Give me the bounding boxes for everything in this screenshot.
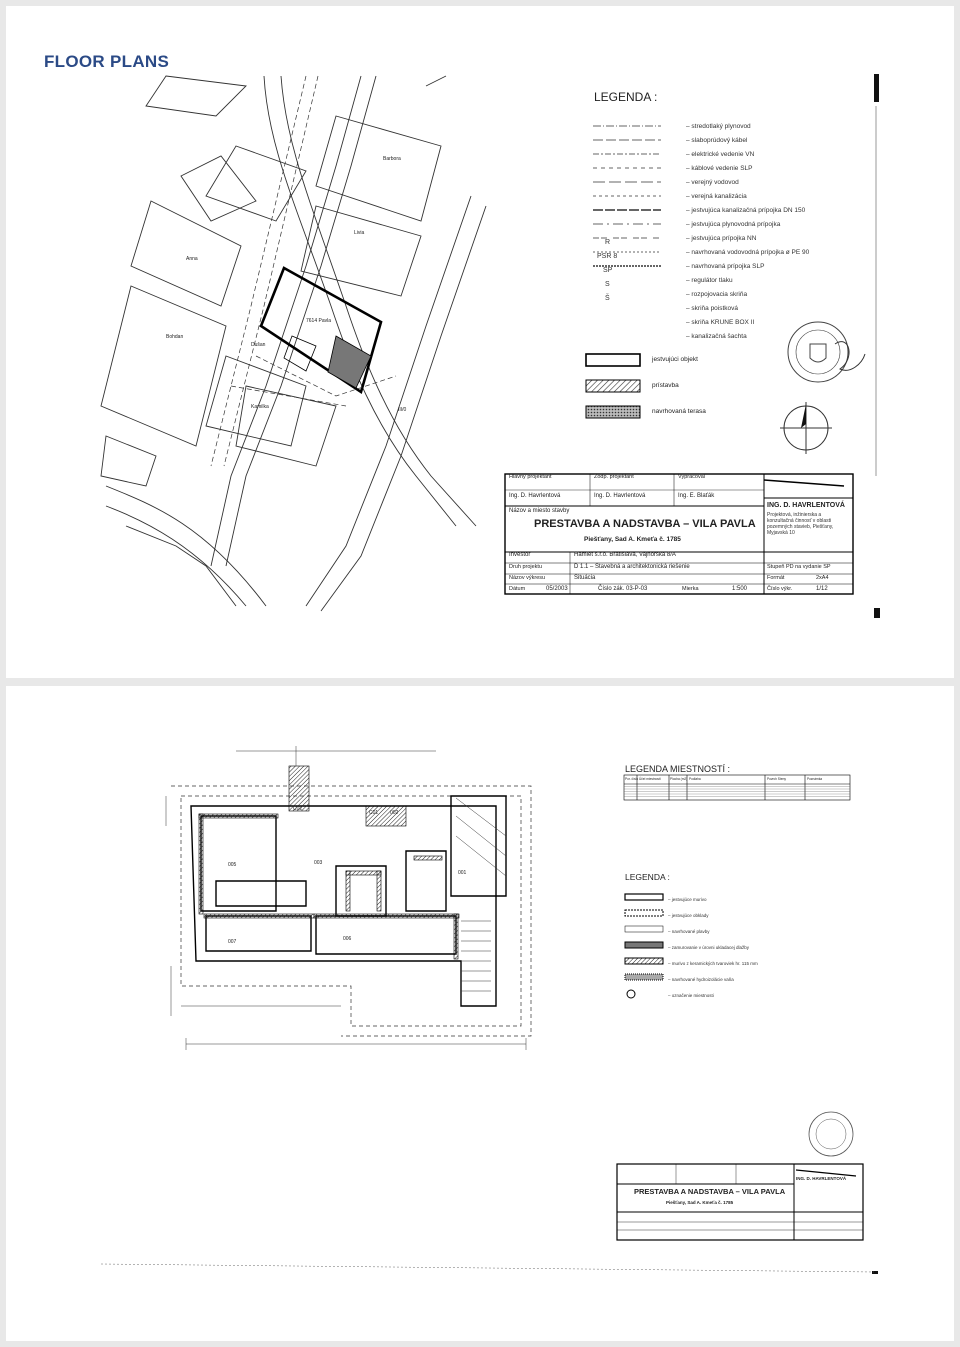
rooms-header-no: Por. číslo [625,777,639,781]
tb-sheet: 1/12 [816,586,828,592]
tb-stage: Stupeň PD na vydanie SP [767,564,831,570]
legend-item: – jestvujúca prípojka NN [686,235,757,242]
legend2-item: – murivo z keramických tvaroviek hr. 115 mm [668,961,758,966]
rooms-table [623,774,853,804]
label-livia: Livia [354,230,365,236]
tb2-address: Piešťany, Sad A. Kmeťa č. 1785 [666,1200,734,1205]
legend-symbol: PSR 8 [597,253,618,260]
legend2-item: – navrhované plavby [668,929,710,934]
room-007: 007 [228,939,237,945]
legend-item: – kanalizačná šachta [686,333,747,340]
rooms-header-area: Plocha (m2) [670,777,688,781]
tb-investor: Hamlet s.r.o. Bratislava, Vajnorská 8/A [574,552,676,558]
legend2-item: – jestvujúce obklady [668,913,709,918]
legend2-title: LEGENDA : [625,872,670,882]
legend-item: – skriňa poistková [686,305,739,312]
tb-label-head: Hlavný projektant [509,474,552,480]
room-c01: C01 [369,810,379,816]
legend-item: – slaboprúdový kábel [686,137,748,144]
label-bohdan: Bohdan [166,334,184,340]
label-dusan: Dušan [251,342,266,348]
tb-drawing: Situácia [574,575,596,581]
sheet-floor-plan [6,686,954,1341]
legend-symbol: Š [605,295,610,302]
title-block-2-frame [616,1162,866,1242]
legend-item: – jestvujúca kanalizačná prípojka DN 150 [686,207,806,214]
room-006: 006 [343,936,352,942]
legend-item: – káblové vedenie SLP [686,165,753,172]
legend2-item: – jestvujúce murivo [668,897,707,902]
legend-item: – skriňa KRUNE BOX II [686,319,755,326]
tb-docs: D 1.1 – Stavebná a architektonická riešenie [574,564,690,570]
legend-title: LEGENDA : [594,90,658,104]
legend-item: – verejný vodovod [686,179,739,186]
tb-format-label: Formát [767,575,785,581]
legend-item: – elektrické vedenie VN [686,151,755,158]
tb-value-head: Ing. D. Havrlentová [509,493,561,499]
tb-number: Číslo zák. 03-P-03 [598,586,648,592]
tb-label-drawn: Vypracoval [678,474,706,480]
legend-item: – jestvujúca plynovodná prípojka [686,221,781,228]
label-anna: Anna [186,256,198,262]
legend-symbols [591,236,617,306]
label-kamilka: Kamilka [251,404,269,410]
tb-date: 05/2003 [546,586,568,592]
tb-name-label: Názov a miesto stavby [509,508,570,514]
tb-investor-label: Investor [509,552,531,558]
official-stamp [780,314,870,394]
legend-symbol: SP [603,267,613,274]
tb-date-label: Dátum [509,586,526,592]
sheet-situation [6,6,954,678]
legend-item: – stredotlaký plynovod [686,123,751,130]
rooms-header-floor: Podlaha [689,777,701,781]
label-road: III/0 [398,407,407,413]
tb-docs-label: Druh projektu [509,564,543,570]
rooms-header-walls: Povrch Steny [767,777,786,781]
legend-item: – navrhovaná vodovodná prípojka ø PE 90 [686,249,810,256]
tb-project-name: PRESTAVBA A NADSTAVBA – VILA PAVLA [534,518,756,530]
legend2-item: – zamurovanie v úrovni ukladacej dlažby [668,945,750,950]
tb2-project-name: PRESTAVBA A NADSTAVBA – VILA PAVLA [634,1187,786,1196]
hatch-label-terrace: navrhovaná terasa [652,408,706,415]
room-005: 005 [228,862,237,868]
tb-scale-label: Mierka [682,586,699,592]
tb-sheet-label: Číslo výkr. [767,586,793,592]
legend2-item: – navrhované hydroizolácie vaňa [668,977,734,982]
room-002: 002 [390,810,399,816]
label-barbora: Barbora [383,156,401,162]
legend2-list [668,892,758,1004]
page-title: FLOOR PLANS [44,52,170,71]
legend-item: – rozpojovacia skriňa [686,291,748,298]
tb-drawing-label: Názov výkresu [509,575,546,581]
hatch-label-existing: jestvujúci objekt [652,356,698,363]
north-arrow-icon [778,398,838,458]
hatch-label-extension: prístavba [652,382,679,389]
legend-item: – navrhovaná prípojka SLP [686,263,765,270]
room-001: 001 [458,870,467,876]
legend-symbol: S [605,281,610,288]
room-c02: C02 [293,806,303,812]
legend-list [686,120,809,344]
label-pavla: 7614 Pavla [306,318,332,324]
tb-format: 2xA4 [816,575,829,581]
legend-item: – regulátor tlaku [686,277,733,284]
tb2-firm: ING. D. HAVRLENTOVÁ [796,1176,847,1181]
tb-scale: 1:500 [732,586,748,592]
rooms-legend-title: LEGENDA MIESTNOSTÍ : [625,764,731,774]
legend2-item: – označenie miestnosti [668,993,714,998]
hatch-swatches [584,348,654,428]
tb-label-resp: Zodp. projektant [594,474,634,480]
tb-value-drawn: Ing. E. Blaťák [678,493,715,499]
legend2-swatches [623,892,668,1002]
rooms-header-purpose: Účel miestnosti [639,777,661,781]
room-003: 003 [314,860,323,866]
tb-firm-sub: Projektová, inžinierska a konzultačná činnosť v oblasti pozemných stavieb, Piešťany, Myjavská 10 [767,512,834,536]
legend-item: – verejná kanalizácia [686,193,747,200]
legend-symbol: R [605,239,611,246]
tb-firm: ING. D. HAVRLENTOVÁ [767,502,845,509]
rooms-header-note: Poznámka [807,777,823,781]
tb-address: Piešťany, Sad A. Kmeťa č. 1785 [584,536,681,543]
tb-value-resp: Ing. D. Havrlentová [594,493,646,499]
